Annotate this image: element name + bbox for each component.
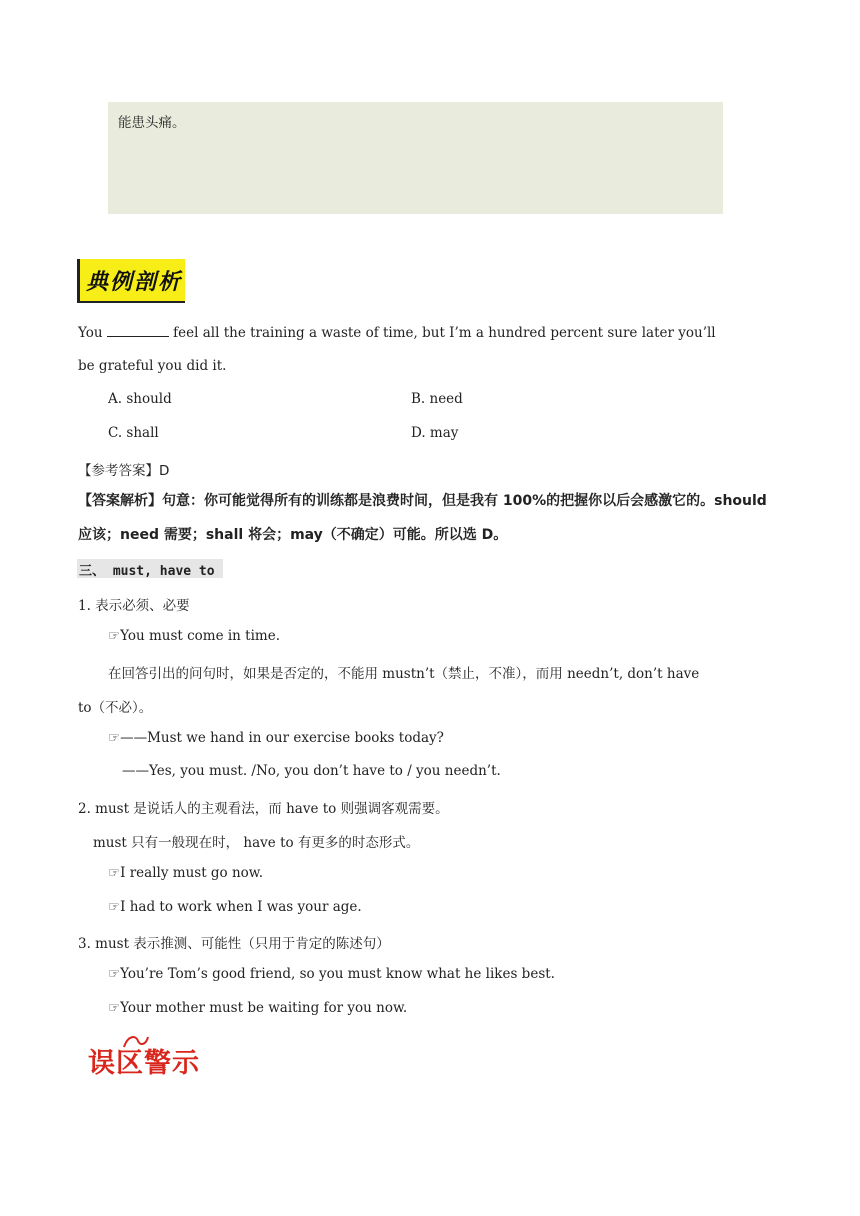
mistake-warning-label: 误区警示 bbox=[88, 1048, 200, 1079]
option-b: B. need bbox=[411, 391, 463, 407]
explanation-line: 在回答引出的问句时，如果是否定的，不能用 mustn’t（禁止，不准），而用 needn’t, don’t have bbox=[108, 666, 700, 682]
example-sentence: ——Yes, you must. /No, you don’t have to / you needn’t. bbox=[122, 763, 501, 779]
example-sentence: ☞You must come in time. bbox=[108, 628, 280, 644]
option-d: D. may bbox=[411, 425, 459, 441]
example-analysis-label: 典例剖析 bbox=[86, 269, 183, 295]
point-1-heading: 1. 表示必须、必要 bbox=[78, 598, 190, 614]
note-box bbox=[108, 102, 723, 214]
point-2-heading: 2. must 是说话人的主观看法，而 have to 则强调客观需要。 bbox=[78, 801, 449, 817]
question-line-1 bbox=[78, 324, 716, 341]
analysis-line-1: 【答案解析】句意：你可能觉得所有的训练都是浪费时间，但是我有 100%的把握你以后会感激它的。should bbox=[78, 493, 767, 509]
example-sentence: ☞I really must go now. bbox=[108, 865, 264, 881]
option-c: C. shall bbox=[108, 425, 159, 441]
explanation-line: to（不必）。 bbox=[78, 700, 153, 716]
example-sentence: ☞——Must we hand in our exercise books today? bbox=[108, 730, 444, 746]
badge-underline bbox=[80, 301, 185, 303]
example-sentence: ☞Your mother must be waiting for you now. bbox=[108, 1000, 408, 1016]
section-title: 三、 must, have to bbox=[79, 564, 215, 579]
question-start: You bbox=[78, 325, 103, 341]
question-rest: feel all the training a waste of time, but I’m a hundred percent sure later you’ll bbox=[168, 325, 716, 341]
section-heading bbox=[77, 559, 223, 578]
example-sentence: ☞I had to work when I was your age. bbox=[108, 899, 362, 915]
explanation-line: must 只有一般现在时， have to 有更多的时态形式。 bbox=[93, 835, 420, 851]
option-a: A. should bbox=[108, 391, 172, 407]
mistake-warning-logo bbox=[86, 1033, 210, 1079]
question-line-2: be grateful you did it. bbox=[78, 358, 227, 374]
analysis-line-2: 应该；need 需要；shall 将会；may（不确定）可能。所以选 D。 bbox=[78, 527, 508, 543]
reference-answer: 【参考答案】D bbox=[78, 463, 170, 479]
example-sentence: ☞You’re Tom’s good friend, so you must know what he likes best. bbox=[108, 966, 555, 982]
example-analysis-badge bbox=[77, 259, 185, 303]
answer-blank bbox=[107, 324, 169, 337]
note-text: 能患头痛。 bbox=[118, 115, 186, 131]
point-3-heading: 3. must 表示推测、可能性（只用于肯定的陈述句） bbox=[78, 936, 390, 952]
